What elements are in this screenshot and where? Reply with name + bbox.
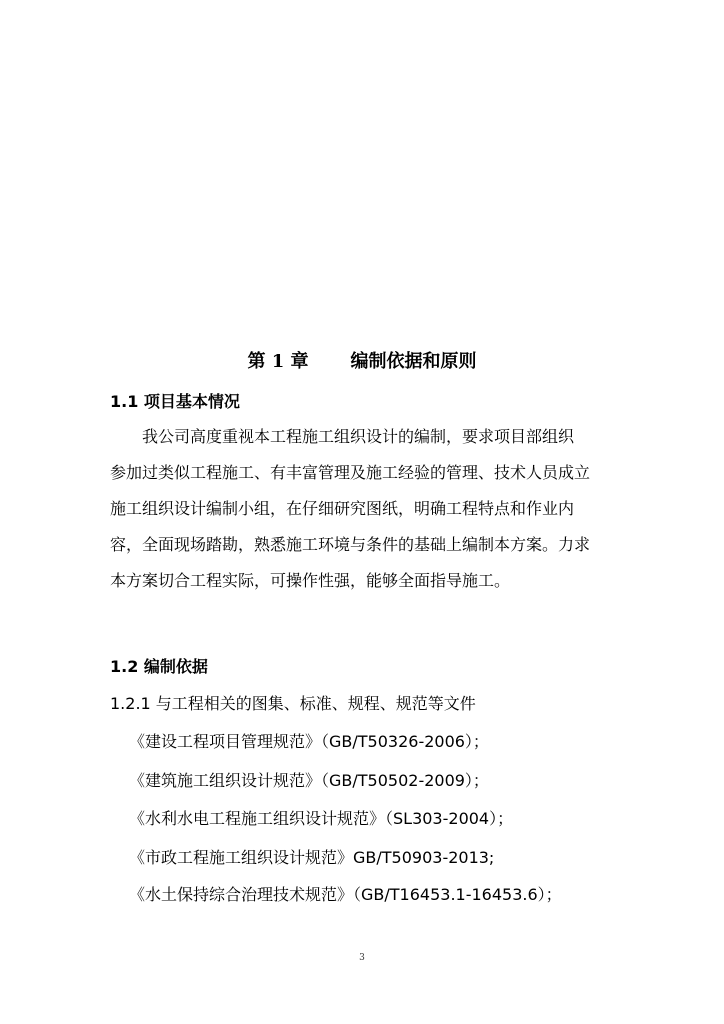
chapter-title: 编制依据和原则: [350, 351, 477, 372]
reference-item: 《水利水电工程施工组织设计规范》（SL303-2004）；: [129, 809, 514, 828]
paragraph-line: 施工组织设计编制小组，在仔细研究图纸，明确工程特点和作业内: [110, 499, 575, 518]
subsection-heading-1-2-1: 1.2.1 与工程相关的图集、标准、规程、规范等文件: [110, 694, 476, 713]
section-heading-1-1: 1.1 项目基本情况: [110, 392, 240, 411]
reference-item: 《建设工程项目管理规范》（GB/T50326-2006）；: [129, 732, 489, 751]
reference-item: 《建筑施工组织设计规范》（GB/T50502-2009）；: [129, 771, 489, 790]
paragraph-line: 本方案切合工程实际，可操作性强，能够全面指导施工。: [110, 571, 511, 590]
reference-item: 《市政工程施工组织设计规范》GB/T50903-2013;: [129, 848, 495, 867]
section-1-1-paragraph: [110, 419, 618, 599]
page-number: 3: [359, 953, 365, 963]
chapter-number: 第 1 章: [247, 351, 309, 372]
paragraph-line: 容，全面现场踏勘，熟悉施工环境与条件的基础上编制本方案。力求: [110, 535, 591, 554]
chapter-heading: [0, 347, 724, 373]
reference-item: 《水土保持综合治理技术规范》（GB/T16453.1-16453.6）；: [129, 885, 562, 904]
paragraph-line: 参加过类似工程施工、有丰富管理及施工经验的管理、技术人员成立: [110, 463, 591, 482]
paragraph-line: 我公司高度重视本工程施工组织设计的编制，要求项目部组织: [142, 427, 575, 446]
section-heading-1-2: 1.2 编制依据: [110, 657, 208, 676]
